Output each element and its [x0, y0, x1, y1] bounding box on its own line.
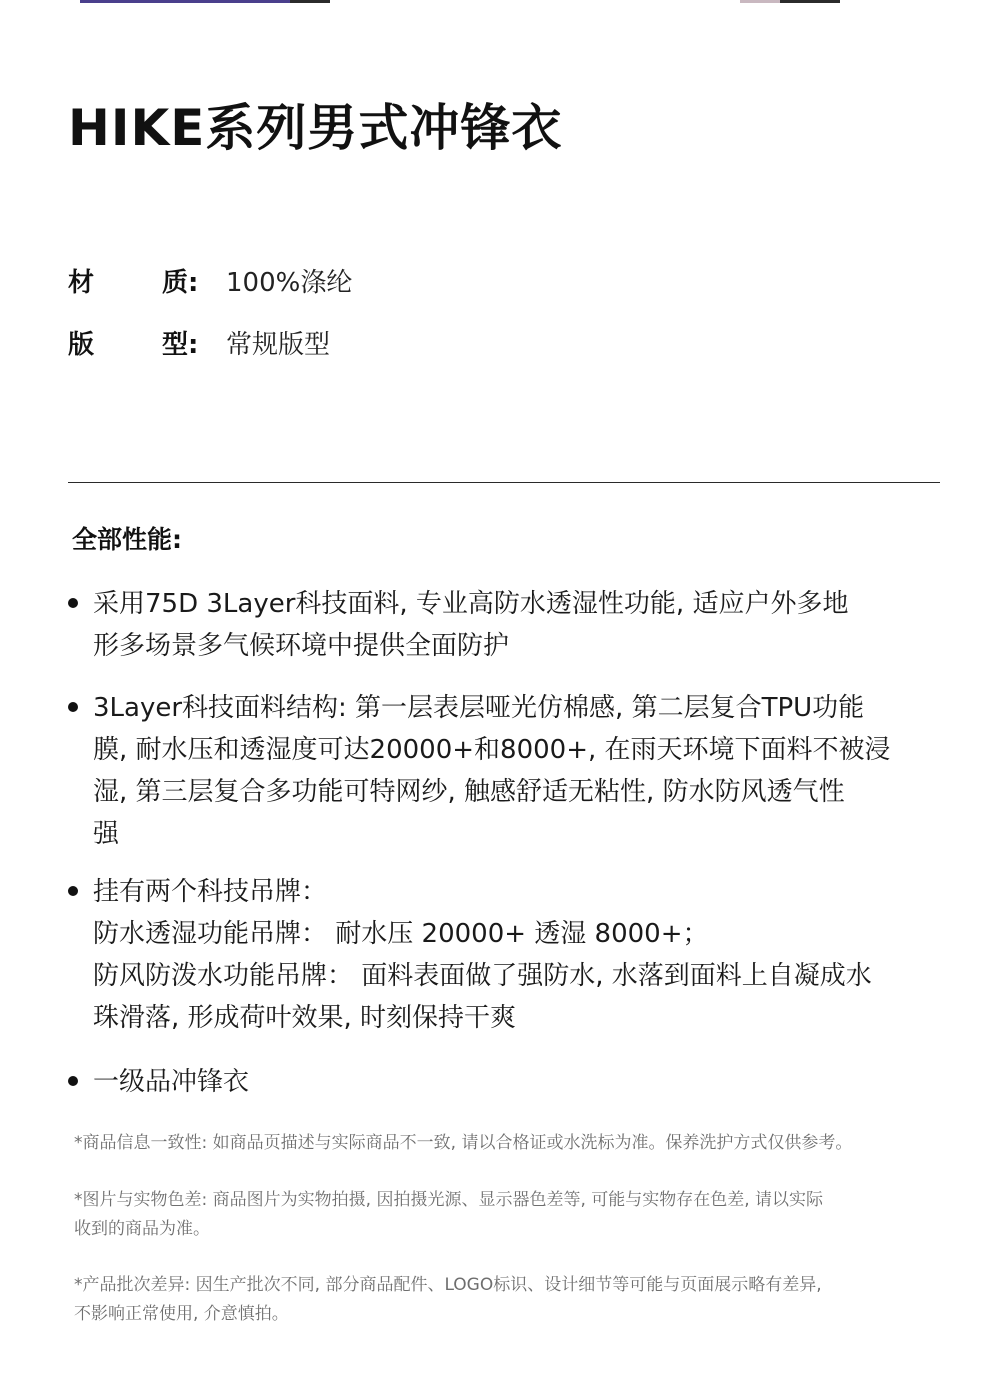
feature-item [66, 871, 956, 1039]
bullet-icon [68, 1076, 78, 1086]
feature-item [66, 583, 956, 667]
note-line: *图片与实物色差: 商品图片为实物拍摄, 因拍摄光源、显示器色差等, 可能与实物存在色差, 请以实际 [74, 1190, 824, 1210]
product-title: HIKE系列男式冲锋衣 [68, 99, 563, 157]
image-edge-segment [290, 0, 330, 3]
spec-label-char: 版 [68, 330, 95, 360]
feature-line: 强 [93, 819, 120, 849]
feature-item [66, 687, 956, 855]
spec-label-char: 质: [162, 268, 199, 298]
feature-line: 防水透湿功能吊牌： 耐水压 20000+ 透湿 8000+； [93, 919, 709, 949]
note-line: 收到的商品为准。 [74, 1219, 210, 1239]
spec-value: 常规版型 [226, 330, 331, 360]
disclaimer-note [74, 1186, 954, 1244]
feature-line: 湿, 第三层复合多功能可特网纱, 触感舒适无粘性, 防水防风透气性 [93, 777, 845, 807]
feature-item [66, 1061, 956, 1103]
bullet-icon [68, 886, 78, 896]
feature-line: 采用75D 3Layer科技面料, 专业高防水透湿性功能, 适应户外多地 [93, 589, 849, 619]
image-edge-segment [80, 0, 290, 3]
spec-label-char: 材 [68, 268, 95, 298]
feature-line: 挂有两个科技吊牌： [93, 877, 328, 907]
performance-heading: 全部性能: [72, 525, 182, 554]
image-edge-segment [780, 0, 840, 3]
top-image-edge [0, 0, 1000, 3]
feature-line: 防风防泼水功能吊牌： 面料表面做了强防水, 水落到面料上自凝成水 [93, 961, 872, 991]
disclaimer-note [74, 1271, 954, 1329]
spec-label-char: 型: [162, 330, 199, 360]
feature-line: 珠滑落, 形成荷叶效果, 时刻保持干爽 [93, 1003, 517, 1033]
section-divider [68, 482, 940, 483]
image-edge-segment [740, 0, 780, 3]
note-line: 不影响正常使用, 介意慎拍。 [74, 1304, 289, 1324]
bullet-icon [68, 598, 78, 608]
spec-value: 100%涤纶 [226, 268, 353, 298]
feature-line: 3Layer科技面料结构: 第一层表层哑光仿棉感, 第二层复合TPU功能 [93, 693, 865, 723]
bullet-icon [68, 702, 78, 712]
note-line: *产品批次差异: 因生产批次不同, 部分商品配件、LOGO标识、设计细节等可能与页面展示略有差异, [74, 1275, 822, 1295]
disclaimer-note [74, 1129, 954, 1158]
note-line: *商品信息一致性: 如商品页描述与实际商品不一致, 请以合格证或水洗标为准。保养洗护方式仅供参考。 [74, 1133, 853, 1153]
feature-line: 形多场景多气候环境中提供全面防护 [93, 631, 510, 661]
feature-line: 一级品冲锋衣 [93, 1067, 250, 1097]
feature-line: 膜, 耐水压和透湿度可达20000+和8000+, 在雨天环境下面料不被浸 [93, 735, 891, 765]
